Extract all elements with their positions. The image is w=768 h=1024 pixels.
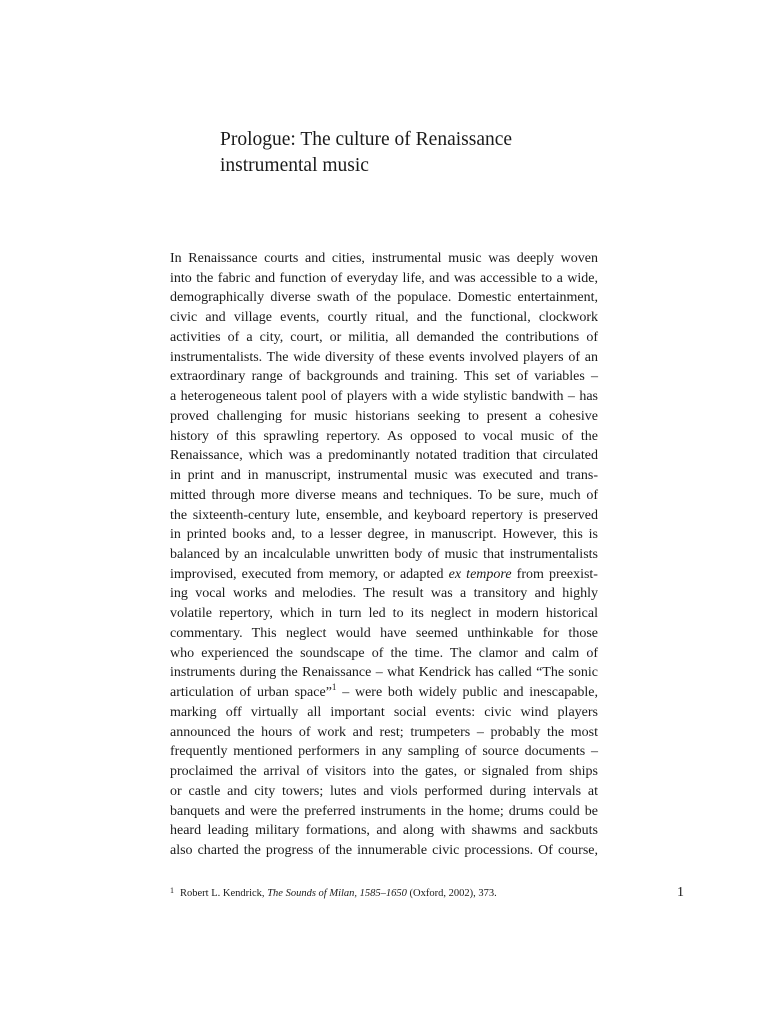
text-line: extraordinary range of backgrounds and training. This set of variables – [170,369,598,385]
text-line: announced the hours of work and rest; trumpeters – probably the most [170,724,598,740]
text-line: also charted the progress of the innumerable civic processions. Of course, [170,843,598,859]
text-line: mitted through more diverse means and techniques. To be sure, much of [170,487,598,503]
text-segment: articulation of urban space” [170,685,332,701]
text-line [170,565,598,585]
text-line: in printed books and, to a lesser degree, in manuscript. However, this is [170,527,598,543]
chapter-title-line-2: instrumental music [220,155,369,176]
text-line: balanced by an incalculable unwritten body of music that instrumentalists [170,547,598,563]
text-line: proved challenging for music historians seeking to present a cohesive [170,408,598,424]
text-line: In Renaissance courts and cities, instrumental music was deeply woven [170,251,598,266]
text-line: demographically diverse swath of the populace. Domestic entertainment, [170,290,598,306]
text-line: volatile repertory, which in turn led to its neglect in modern historical [170,606,598,622]
text-segment: from preexist- [516,566,598,582]
chapter-title [220,127,640,179]
text-line: activities of a city, court, or militia, all demanded the contributions of [170,329,598,345]
footnote-work-title: The Sounds of Milan, 1585–1650 [267,888,407,899]
text-line: instrumentalists. The wide diversity of these events involved players of an [170,349,598,365]
text-segment: – were both widely public and inescapable, [342,685,599,701]
text-line [170,683,598,703]
text-line: commentary. This neglect would have seemed unthinkable for those [170,625,598,641]
text-line: who experienced the soundscape of the time. The clamor and calm of [170,645,598,661]
text-line: civic and village events, courtly ritual, and the functional, clockwork [170,310,598,326]
text-line: instruments during the Renaissance – what Kendrick has called “The sonic [170,665,598,681]
text-line: marking off virtually all important social events: civic wind players [170,704,598,720]
text-line: into the fabric and function of everyday life, and was accessible to a wide, [170,270,598,286]
text-line: Renaissance, which was a predominantly notated tradition that circulated [170,448,598,464]
text-segment: improvised, executed from memory, or adapted [170,566,444,582]
text-line: history of this sprawling repertory. As opposed to vocal music of the [170,428,598,444]
text-line: or castle and city towers; lutes and viols performed during intervals at [170,783,598,799]
italic-phrase: ex tempore [448,566,512,582]
footnote [170,887,497,901]
chapter-title-line-1: Prologue: The culture of Renaissance [220,129,513,150]
footnote-author: Robert L. Kendrick, [180,888,265,899]
text-line: a heterogeneous talent pool of players with a wide stylistic bandwith – has [170,389,598,405]
text-line: banquets and were the preferred instruments in the home; drums could be [170,803,598,819]
footnote-reference: 1 [331,681,337,692]
text-line: ing vocal works and melodies. The result was a transitory and highly [170,586,598,602]
footnote-details: (Oxford, 2002), 373. [409,888,497,899]
text-line: the sixteenth-century lute, ensemble, and keyboard repertory is preserved [170,507,598,523]
text-line: heard leading military formations, and along with shawms and sackbuts [170,823,598,839]
body-paragraph [170,249,598,861]
text-line: proclaimed the arrival of visitors into the gates, or signaled from ships [170,764,598,780]
footnote-mark: 1 [170,886,174,895]
text-line: in print and in manuscript, instrumental music was executed and trans- [170,468,598,484]
page-number: 1 [677,885,684,900]
text-line: frequently mentioned performers in any sampling of source documents – [170,744,598,760]
